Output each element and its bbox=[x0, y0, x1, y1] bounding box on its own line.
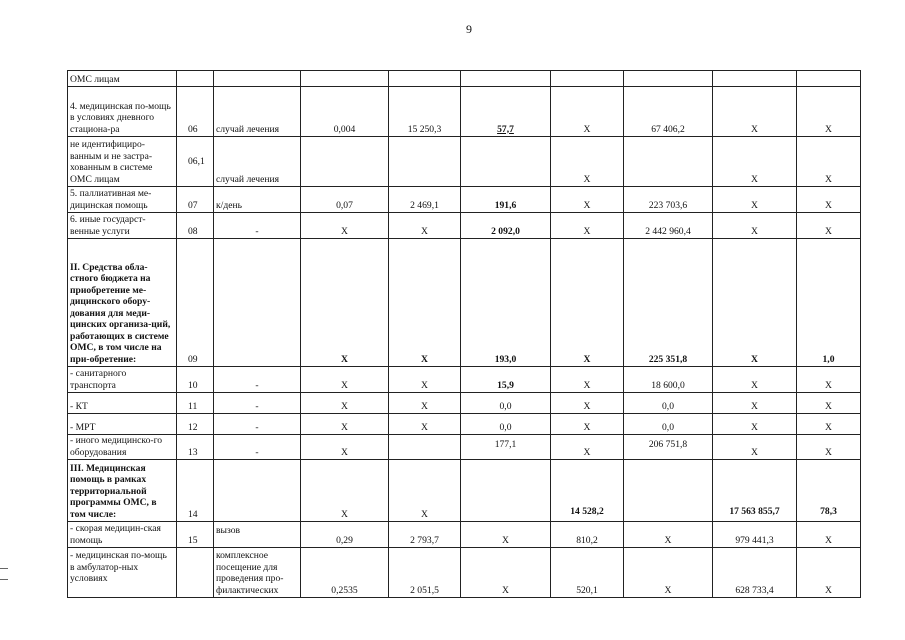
cell-oms-per-capita: Х bbox=[551, 87, 624, 137]
row-code: 06,1 bbox=[177, 137, 214, 187]
margin-mark bbox=[0, 568, 8, 569]
cell-budget-total: Х bbox=[624, 522, 713, 548]
cell-volume-norm: 0,004 bbox=[301, 87, 389, 137]
cell-unit-cost: 2 051,5 bbox=[389, 548, 461, 598]
cell-volume-norm: 0,07 bbox=[301, 187, 389, 213]
cell-unit-cost: Х bbox=[389, 239, 461, 367]
cell-budget-per-capita: 177,1 bbox=[461, 435, 551, 460]
cell-volume-norm: Х bbox=[301, 435, 389, 460]
cell-unit-cost: Х bbox=[389, 414, 461, 435]
cell-volume-norm bbox=[301, 71, 389, 87]
cell-budget-per-capita bbox=[461, 71, 551, 87]
cell-oms-total bbox=[713, 71, 797, 87]
cell-oms-per-capita: Х bbox=[551, 213, 624, 239]
row-unit: комплексное посещение для проведения про-филактических bbox=[214, 548, 301, 598]
row-code: 08 bbox=[177, 213, 214, 239]
margin-mark bbox=[0, 579, 8, 580]
page-number: 9 bbox=[466, 22, 472, 36]
services-table bbox=[67, 70, 861, 598]
row-label: III. Медицинская помощь в рамках территориальной программы ОМС, в том числе: bbox=[68, 460, 177, 522]
cell-share: Х bbox=[797, 137, 861, 187]
cell-volume-norm: 0,2535 bbox=[301, 548, 389, 598]
cell-share: 78,3 bbox=[797, 460, 861, 522]
table-row bbox=[68, 460, 861, 522]
row-unit: вызов bbox=[214, 522, 301, 548]
cell-oms-total: 17 563 855,7 bbox=[713, 460, 797, 522]
cell-oms-total: Х bbox=[713, 137, 797, 187]
row-label: - санитарного транспорта bbox=[68, 367, 177, 393]
cell-budget-total bbox=[624, 460, 713, 522]
row-unit: - bbox=[214, 213, 301, 239]
row-code bbox=[177, 548, 214, 598]
row-unit bbox=[214, 239, 301, 367]
cell-unit-cost bbox=[389, 435, 461, 460]
cell-budget-total bbox=[624, 71, 713, 87]
cell-oms-total: 628 733,4 bbox=[713, 548, 797, 598]
cell-oms-total: 979 441,3 bbox=[713, 522, 797, 548]
cell-volume-norm: Х bbox=[301, 213, 389, 239]
cell-oms-per-capita: Х bbox=[551, 239, 624, 367]
cell-budget-total: 0,0 bbox=[624, 414, 713, 435]
cell-budget-per-capita bbox=[461, 460, 551, 522]
cell-oms-total: Х bbox=[713, 414, 797, 435]
row-unit: - bbox=[214, 414, 301, 435]
cell-budget-total: 2 442 960,4 bbox=[624, 213, 713, 239]
row-unit: случай лечения bbox=[214, 137, 301, 187]
cell-oms-total: Х bbox=[713, 393, 797, 414]
row-label: - КТ bbox=[68, 393, 177, 414]
cell-oms-per-capita: Х bbox=[551, 367, 624, 393]
table-row bbox=[68, 367, 861, 393]
cell-budget-per-capita: 15,9 bbox=[461, 367, 551, 393]
cell-share: Х bbox=[797, 187, 861, 213]
row-code: 10 bbox=[177, 367, 214, 393]
row-code: 09 bbox=[177, 239, 214, 367]
table-row bbox=[68, 213, 861, 239]
cell-oms-per-capita bbox=[551, 71, 624, 87]
cell-volume-norm: Х bbox=[301, 414, 389, 435]
table-row bbox=[68, 187, 861, 213]
cell-unit-cost bbox=[389, 137, 461, 187]
cell-budget-per-capita bbox=[461, 137, 551, 187]
cell-unit-cost: 2 793,7 bbox=[389, 522, 461, 548]
cell-budget-per-capita: 193,0 bbox=[461, 239, 551, 367]
cell-unit-cost bbox=[389, 71, 461, 87]
cell-share: Х bbox=[797, 548, 861, 598]
row-unit: - bbox=[214, 435, 301, 460]
row-label: II. Средства обла-стного бюджета на приобретение ме-дицинского обору-дования для меди-цинских организа-ций, работающих в системе ОМС, в том числе на при-обретение: bbox=[68, 239, 177, 367]
cell-oms-total: Х bbox=[713, 187, 797, 213]
table-row bbox=[68, 71, 861, 87]
cell-budget-total: 18 600,0 bbox=[624, 367, 713, 393]
row-unit bbox=[214, 460, 301, 522]
cell-unit-cost: 2 469,1 bbox=[389, 187, 461, 213]
cell-volume-norm: Х bbox=[301, 367, 389, 393]
row-label: - МРТ bbox=[68, 414, 177, 435]
cell-unit-cost: Х bbox=[389, 393, 461, 414]
row-unit: к/день bbox=[214, 187, 301, 213]
cell-share: Х bbox=[797, 87, 861, 137]
cell-budget-total: 0,0 bbox=[624, 393, 713, 414]
row-code: 07 bbox=[177, 187, 214, 213]
row-code: 12 bbox=[177, 414, 214, 435]
cell-share: Х bbox=[797, 213, 861, 239]
row-code: 11 bbox=[177, 393, 214, 414]
cell-share: Х bbox=[797, 393, 861, 414]
cell-unit-cost: Х bbox=[389, 213, 461, 239]
row-label: 6. иные государст-венные услуги bbox=[68, 213, 177, 239]
table-row bbox=[68, 435, 861, 460]
cell-volume-norm bbox=[301, 137, 389, 187]
cell-budget-per-capita: 57,7 bbox=[461, 87, 551, 137]
table-row bbox=[68, 522, 861, 548]
cell-budget-total: 223 703,6 bbox=[624, 187, 713, 213]
table-row bbox=[68, 137, 861, 187]
cell-share: Х bbox=[797, 414, 861, 435]
cell-unit-cost: 15 250,3 bbox=[389, 87, 461, 137]
table-row bbox=[68, 393, 861, 414]
row-unit: - bbox=[214, 393, 301, 414]
row-label: - медицинская по-мощь в амбулатор-ных условиях bbox=[68, 548, 177, 598]
row-code: 13 bbox=[177, 435, 214, 460]
cell-budget-per-capita: 2 092,0 bbox=[461, 213, 551, 239]
cell-volume-norm: Х bbox=[301, 460, 389, 522]
table-row bbox=[68, 414, 861, 435]
cell-oms-per-capita: 810,2 bbox=[551, 522, 624, 548]
cell-volume-norm: Х bbox=[301, 239, 389, 367]
row-label: - скорая медицин-ская помощь bbox=[68, 522, 177, 548]
cell-oms-per-capita: Х bbox=[551, 393, 624, 414]
row-code bbox=[177, 71, 214, 87]
row-code: 15 bbox=[177, 522, 214, 548]
cell-budget-total: 225 351,8 bbox=[624, 239, 713, 367]
cell-oms-total: Х bbox=[713, 367, 797, 393]
table-row bbox=[68, 87, 861, 137]
cell-unit-cost: Х bbox=[389, 460, 461, 522]
cell-budget-per-capita: Х bbox=[461, 522, 551, 548]
cell-oms-total: Х bbox=[713, 213, 797, 239]
cell-oms-total: Х bbox=[713, 87, 797, 137]
cell-budget-per-capita: 0,0 bbox=[461, 414, 551, 435]
row-label: 5. паллиативная ме-дицинская помощь bbox=[68, 187, 177, 213]
row-label: ОМС лицам bbox=[68, 71, 177, 87]
cell-volume-norm: Х bbox=[301, 393, 389, 414]
cell-oms-per-capita: Х bbox=[551, 435, 624, 460]
cell-budget-total bbox=[624, 137, 713, 187]
cell-share: Х bbox=[797, 367, 861, 393]
cell-budget-per-capita: Х bbox=[461, 548, 551, 598]
row-label: 4. медицинская по-мощь в условиях дневного стациона-ра bbox=[68, 87, 177, 137]
cell-oms-per-capita: 520,1 bbox=[551, 548, 624, 598]
row-code: 06 bbox=[177, 87, 214, 137]
row-unit: случай лечения bbox=[214, 87, 301, 137]
cell-share: 1,0 bbox=[797, 239, 861, 367]
cell-share: Х bbox=[797, 435, 861, 460]
cell-oms-per-capita: Х bbox=[551, 414, 624, 435]
cell-oms-total: Х bbox=[713, 239, 797, 367]
cell-share: Х bbox=[797, 522, 861, 548]
cell-oms-per-capita: 14 528,2 bbox=[551, 460, 624, 522]
cell-budget-total: 67 406,2 bbox=[624, 87, 713, 137]
cell-budget-total: 206 751,8 bbox=[624, 435, 713, 460]
row-unit: - bbox=[214, 367, 301, 393]
cell-oms-per-capita: Х bbox=[551, 187, 624, 213]
cell-budget-per-capita: 191,6 bbox=[461, 187, 551, 213]
cell-budget-total: Х bbox=[624, 548, 713, 598]
row-code: 14 bbox=[177, 460, 214, 522]
cell-share bbox=[797, 71, 861, 87]
row-label: не идентифициро-ванным и не застра-хованным в системе ОМС лицам bbox=[68, 137, 177, 187]
table-row bbox=[68, 548, 861, 598]
cell-oms-per-capita: Х bbox=[551, 137, 624, 187]
table-row bbox=[68, 239, 861, 367]
row-label: - иного медицинско-го оборудования bbox=[68, 435, 177, 460]
cell-budget-per-capita: 0,0 bbox=[461, 393, 551, 414]
cell-oms-total: Х bbox=[713, 435, 797, 460]
cell-unit-cost: Х bbox=[389, 367, 461, 393]
cell-volume-norm: 0,29 bbox=[301, 522, 389, 548]
row-unit bbox=[214, 71, 301, 87]
